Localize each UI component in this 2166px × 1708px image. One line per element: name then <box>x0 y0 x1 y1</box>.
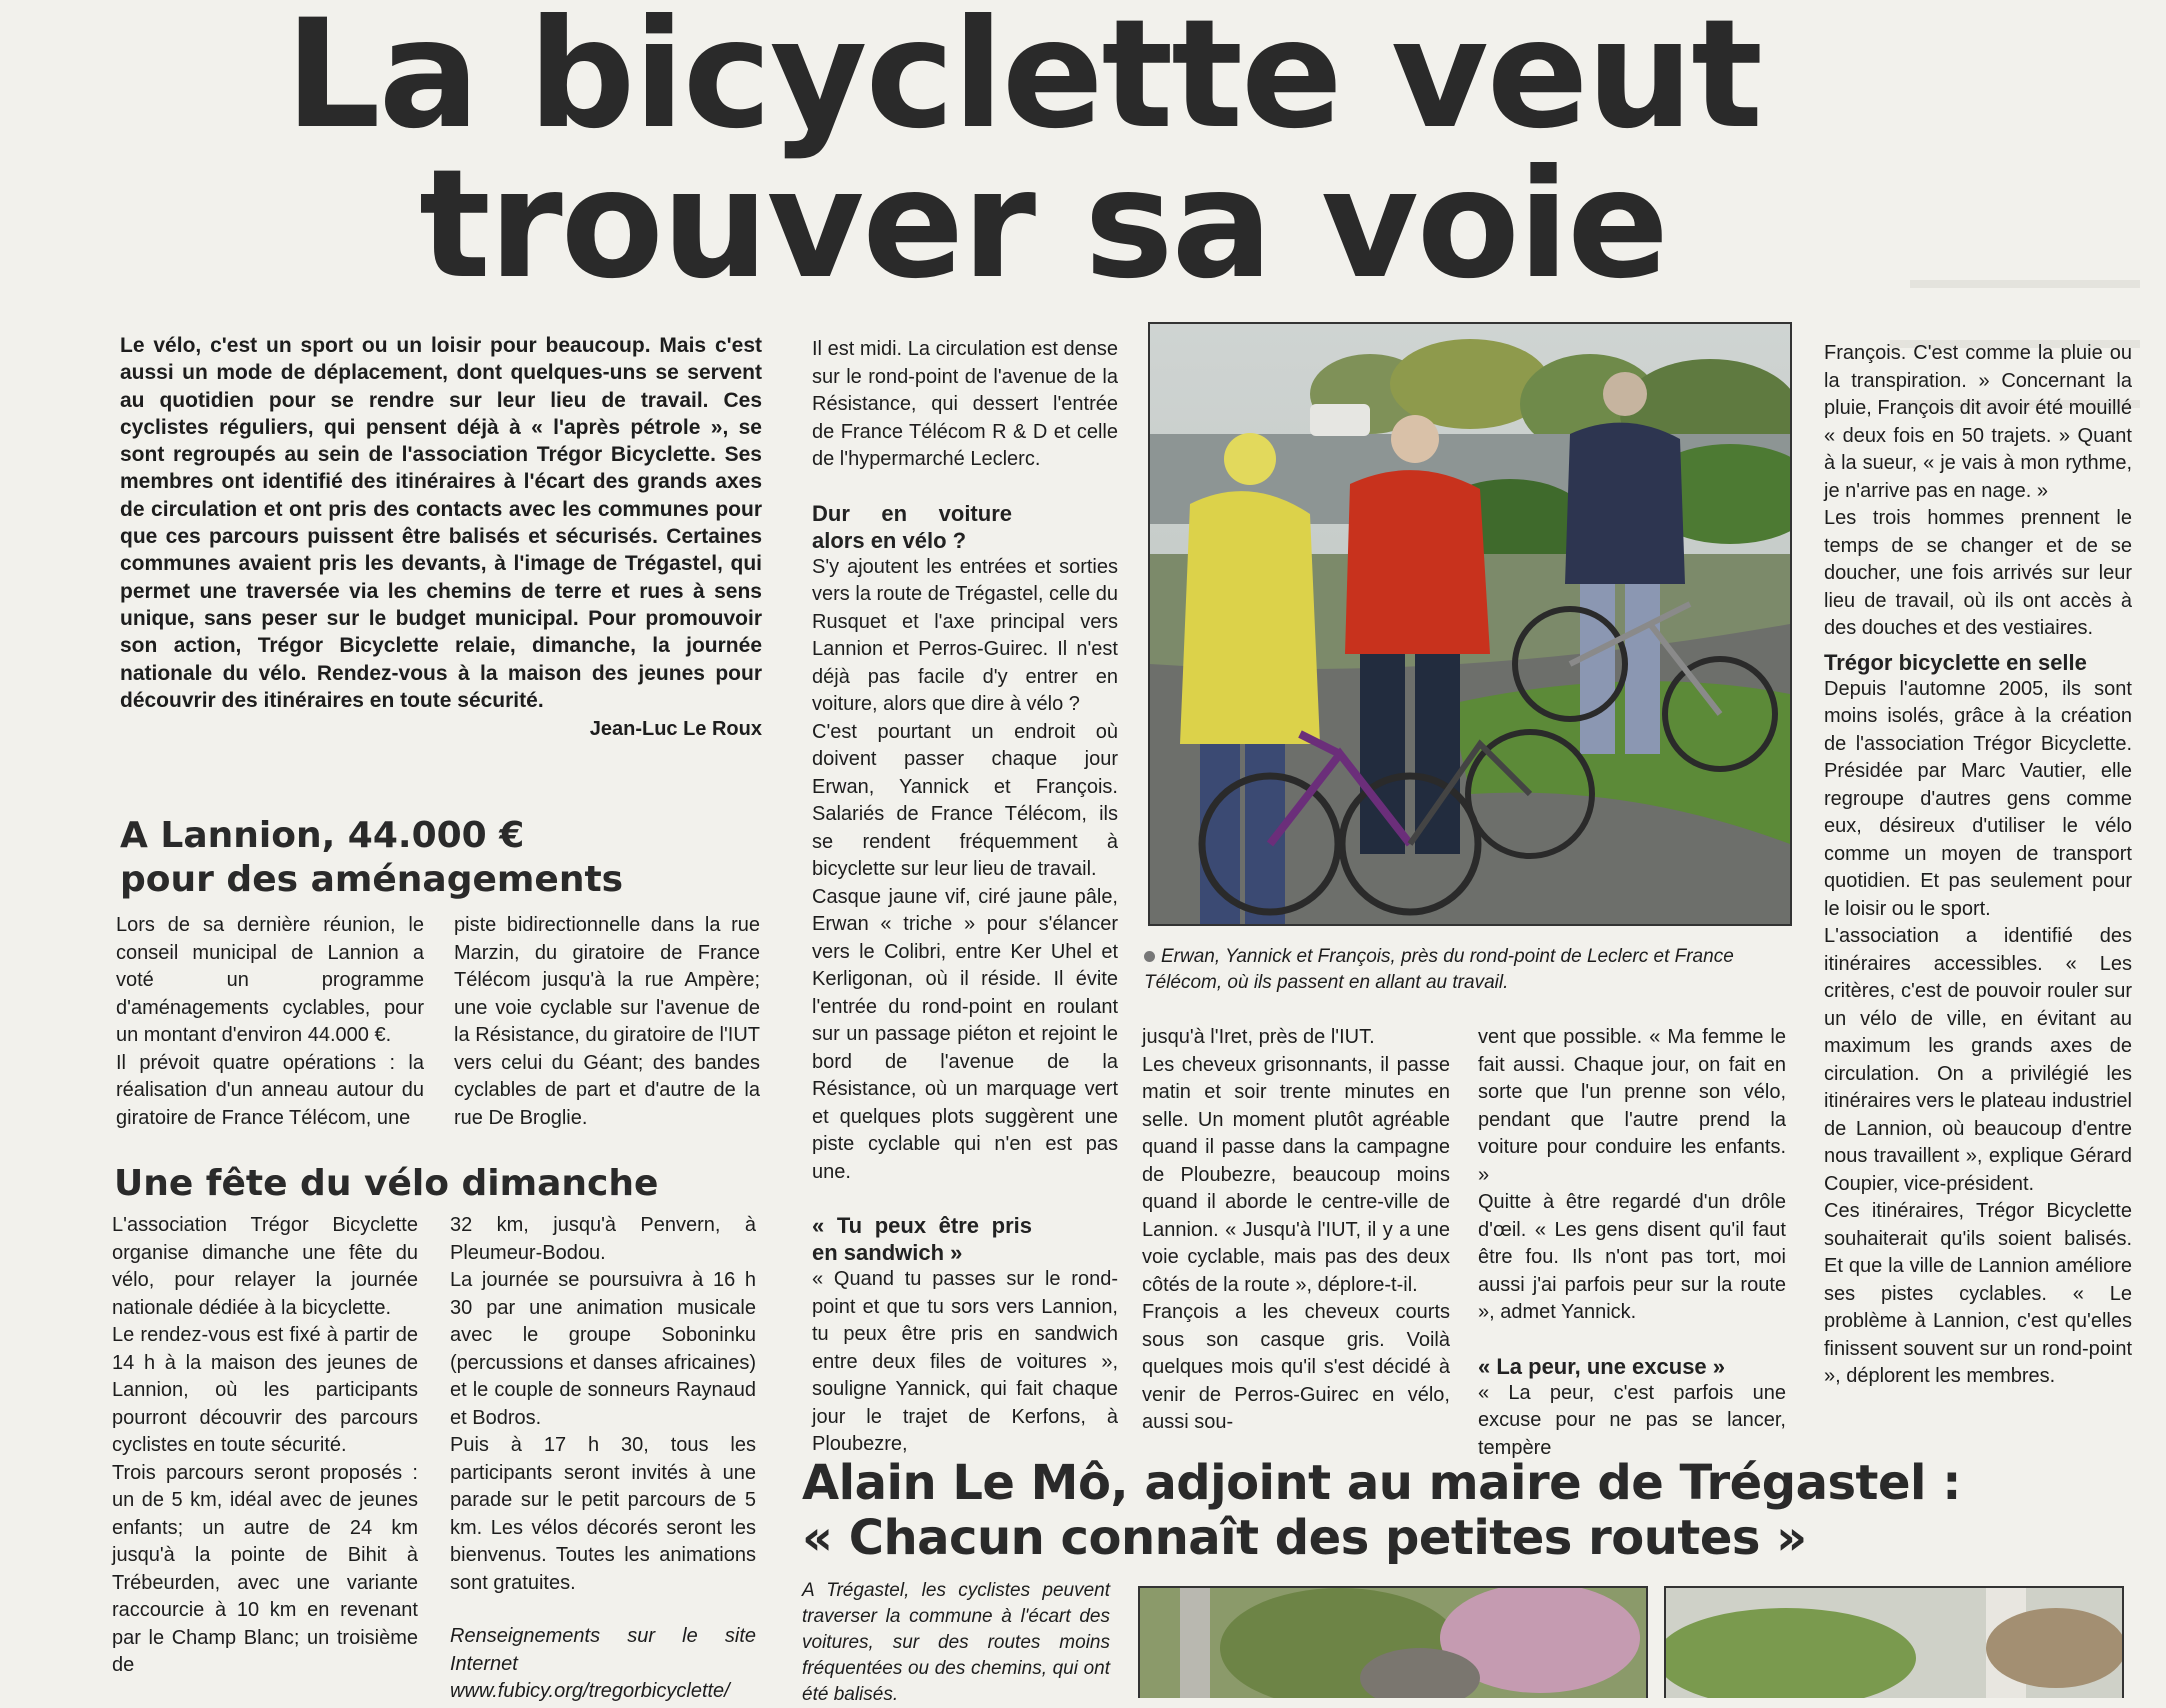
fete-col1-p2: Le rendez-vous est fixé à partir de 14 h à la maison des jeunes de Lannion, où les participants pourront découvrir des parcours cyclistes en toute sécurité. <box>112 1324 418 1456</box>
col4-p2: Les cheveux grisonnants, il passe matin et soir trente minutes en selle. Un moment plutôt agréable quand il passe dans la campagne de Ploubezre, beaucoup moins quand il aborde le centre-ville de Lannion. « Jusqu'à l'IUT, il y a une voie cyclable, mais pas des deux côtés de la route », déplore-t-il. <box>1142 1053 1450 1296</box>
cyclists-photo-illustration <box>1150 324 1790 924</box>
lannion-title-line-1: A Lannion, 44.000 € <box>120 815 525 856</box>
middle-column <box>812 336 1118 1459</box>
column-5 <box>1478 1024 1786 1462</box>
headline-line-1: La bicyclette veut <box>285 0 1761 162</box>
tregastel-title <box>802 1456 2142 1566</box>
col6-p3: Depuis l'automne 2005, ils sont moins isolés, grâce à la création de l'association Trégor Bicyclette. Présidée par Marc Vautier, elle regroupe d'autres gens comme eux, désireux d'utiliser le vélo comme un moyen de transport quotidien. Et pas seulement pour le loisir ou le sport. <box>1824 677 2132 920</box>
fete-col1-p3: Trois parcours seront proposés : un de 5 km, idéal avec de jeunes enfants; un autre de 24 km jusqu'à la pointe de Bihit à Trébeurden, avec une variante raccourcie à 10 km en revenant par le Champ Blanc; un troisième de <box>112 1461 418 1676</box>
fete-col2-p3: Puis à 17 h 30, tous les participants seront invités à une parade sur le petit parcours de 5 km. Les vélos décorés seront les bienvenus. Toutes les animations sont gratuites. <box>450 1434 756 1594</box>
col5-p2: Quitte à être regardé d'un drôle d'œil. « Les gens disent qu'il faut être fou. Ils n'ont pas tort, moi aussi j'ai parfois peur sur la route », admet Yannick. <box>1478 1191 1786 1323</box>
tregastel-photo-2-illustration <box>1666 1588 2122 1698</box>
col4-p1: jusqu'à l'Iret, près de l'IUT. <box>1142 1026 1375 1048</box>
tregastel-photo-1-illustration <box>1140 1588 1646 1698</box>
cyclists-photo <box>1148 322 1792 926</box>
col6-heading: Trégor bicyclette en selle <box>1824 649 2087 675</box>
tregastel-intro: A Trégastel, les cyclistes peuvent traverser la commune à l'écart des voitures, sur des routes moins fréquentées ou des chemins, qui ont été balisés. <box>802 1580 1110 1705</box>
fete-col1-p1: L'association Trégor Bicyclette organise dimanche une fête du vélo, pour relayer la journée nationale dédiée à la bicyclette. <box>112 1214 418 1319</box>
middle-p1: Il est midi. La circulation est dense sur le rond-point de l'avenue de la Résistance, qui dessert l'entrée de France Télécom R & D et celle de l'hypermarché Leclerc. <box>812 338 1118 470</box>
col6-p4: L'association a identifié des itinéraires accessibles. « Les critères, c'est de pouvoir rouler sur un vélo de ville, en évitant au maximum les grands axes de circulation. On a privilégié les itinéraires vers le plateau industriel de Lannion, où beaucoup d'entre nous travaillent », explique Gérard Coupier, vice-président. <box>1824 925 2132 1195</box>
column-4 <box>1142 1024 1450 1437</box>
lannion-col2-p1: piste bidirectionnelle dans la rue Marzin, du giratoire de France Télécom jusqu'à la rue Ampère; une voie cyclable sur l'avenue de la Résistance, du giratoire de l'IUT vers celui du Géant; des bandes cyclables de part et d'autre de la rue De Broglie. <box>454 914 760 1129</box>
col5-heading: « La peur, une excuse » <box>1478 1353 1726 1379</box>
lannion-title-line-2: pour des aménagements <box>120 859 624 900</box>
fete-col2-p1: 32 km, jusqu'à Penvern, à Pleumeur-Bodou. <box>450 1214 756 1264</box>
col6-p2: Les trois hommes prennent le temps de se changer et de se doucher, une fois arrivés sur leur lieu de travail, où ils ont accès à des douches et des vestiaires. <box>1824 507 2132 639</box>
col5-p3: « La peur, c'est parfois une excuse pour ne pas se lancer, tempère <box>1478 1381 1786 1459</box>
col4-p3: François a les cheveux courts sous son casque gris. Voilà quelques mois qu'il s'est décidé à venir de Perros-Guirec en vélo, aussi sou- <box>1142 1301 1450 1433</box>
fete-col2-p2: La journée se poursuivra à 16 h 30 par une animation musicale avec le groupe Soboninku (percussions et danses africaines) et le couple de sonneurs Raynaud et Bodros. <box>450 1269 756 1429</box>
fete-column-1 <box>112 1212 418 1680</box>
lannion-title <box>120 814 770 902</box>
tregastel-title-line-2: « Chacun connaît des petites routes » <box>802 1510 1807 1566</box>
intro-text: Le vélo, c'est un sport ou un loisir pour beaucoup. Mais c'est aussi un mode de déplacement, dont quelques-uns se servent au quotidien pour se rendre sur leur lieu de travail. Ces cyclistes réguliers, qui pensent déjà à « l'après pétrole », se sont regroupés au sein de l'association Trégor Bicyclette. Ses membres ont identifié des itinéraires à l'écart des grands axes de circulation et ont pris des contacts avec les communes pour que ces parcours puissent être balisés et sécurisés. Certaines communes avaient pris les devants, à l'image de Trégastel, qui permet une traversée via les chemins de terre et rues à sens unique, sans peser sur le budget municipal. Pour promouvoir son action, Trégor Bicyclette relaie, dimanche, la journée nationale du vélo. Rendez-vous à la maison des jeunes pour découvrir des itinéraires en toute sécurité. <box>120 334 762 712</box>
tregastel-photo-1 <box>1138 1586 1648 1698</box>
tregastel-title-line-1: Alain Le Mô, adjoint au maire de Trégastel : <box>802 1455 1961 1511</box>
photo-caption <box>1144 944 1790 996</box>
intro-signature: Jean-Luc Le Roux <box>589 718 762 741</box>
photo-caption-text: Erwan, Yannick et François, près du rond-point de Leclerc et France Télécom, où ils passent en allant au travail. <box>1144 946 1734 993</box>
intro-column <box>120 332 762 743</box>
middle-p3: C'est pourtant un endroit où doivent passer chaque jour Erwan, Yannick et François. Salariés de France Télécom, ils se rendent fréquemment à bicyclette sur leur lieu de travail. <box>812 720 1118 880</box>
col6-p1: François. C'est comme la pluie ou la transpiration. » Concernant la pluie, François dit avoir été mouillé « deux fois en 50 trajets. » Quant à la sueur, « je vais à mon rythme, je n'arrive pas en nage. » <box>1824 342 2132 502</box>
middle-heading-1: Dur en voiture alors en vélo ? <box>812 500 1012 553</box>
middle-heading-2: « Tu peux être pris en sandwich » <box>812 1213 1032 1265</box>
col6-p5: Ces itinéraires, Trégor Bicyclette souhaiterait qu'ils soient balisés. Et que la ville de Lannion améliore ses pistes cyclables. « Le problème à Lannion, c'est qu'elles finissent souvent sur un rond-point », déplorent les membres. <box>1824 1200 2132 1387</box>
middle-p5: « Quand tu passes sur le rond-point et que tu sors vers Lannion, tu peux être pris en sandwich entre deux files de voitures », souligne Yannick, qui fait chaque jour le trajet de Kerfons, à Ploubezre, <box>812 1268 1118 1455</box>
lannion-column-1 <box>116 912 424 1132</box>
fete-title: Une fête du vélo dimanche <box>114 1163 659 1204</box>
lannion-col1-p2: Il prévoit quatre opérations : la réalisation d'un anneau autour du giratoire de France Télécom, une <box>116 1051 424 1129</box>
lannion-column-2 <box>454 912 760 1132</box>
lannion-col1-p1: Lors de sa dernière réunion, le conseil municipal de Lannion a voté un programme d'aménagements cyclables, pour un montant d'environ 44.000 €. <box>116 914 424 1046</box>
fete-column-2 <box>450 1212 756 1706</box>
middle-p2: S'y ajoutent les entrées et sorties vers la route de Trégastel, celle du Rusquet et l'axe principal vers Lannion et Perros-Guirec. Il n'est déjà pas facile d'y entrer en voiture, alors que dire à vélo ? <box>812 555 1118 715</box>
tregastel-photo-2 <box>1664 1586 2124 1698</box>
column-6 <box>1824 340 2132 1391</box>
caption-bullet-icon <box>1144 951 1155 962</box>
col5-p1: vent que possible. « Ma femme le fait aussi. Chaque jour, on fait en sorte que l'un prenne son vélo, pendant que l'autre prend la voiture pour conduire les enfants. » <box>1478 1026 1786 1186</box>
fete-info: Renseignements sur le site Internet www.fubicy.org/tregorbicyclette/ <box>450 1625 756 1702</box>
middle-p4: Casque jaune vif, ciré jaune pâle, Erwan « triche » pour s'élancer vers le Colibri, entre Ker Uhel et Kerligonan, où il réside. Il évite l'entrée du rond-point en roulant sur un passage piéton et rejoint le bord de l'avenue de la Résistance, où un marquage vert et quelques plots suggèrent une piste cyclable qui n'en est pas une. <box>812 885 1118 1183</box>
headline-line-2: trouver sa voie <box>419 138 1667 312</box>
